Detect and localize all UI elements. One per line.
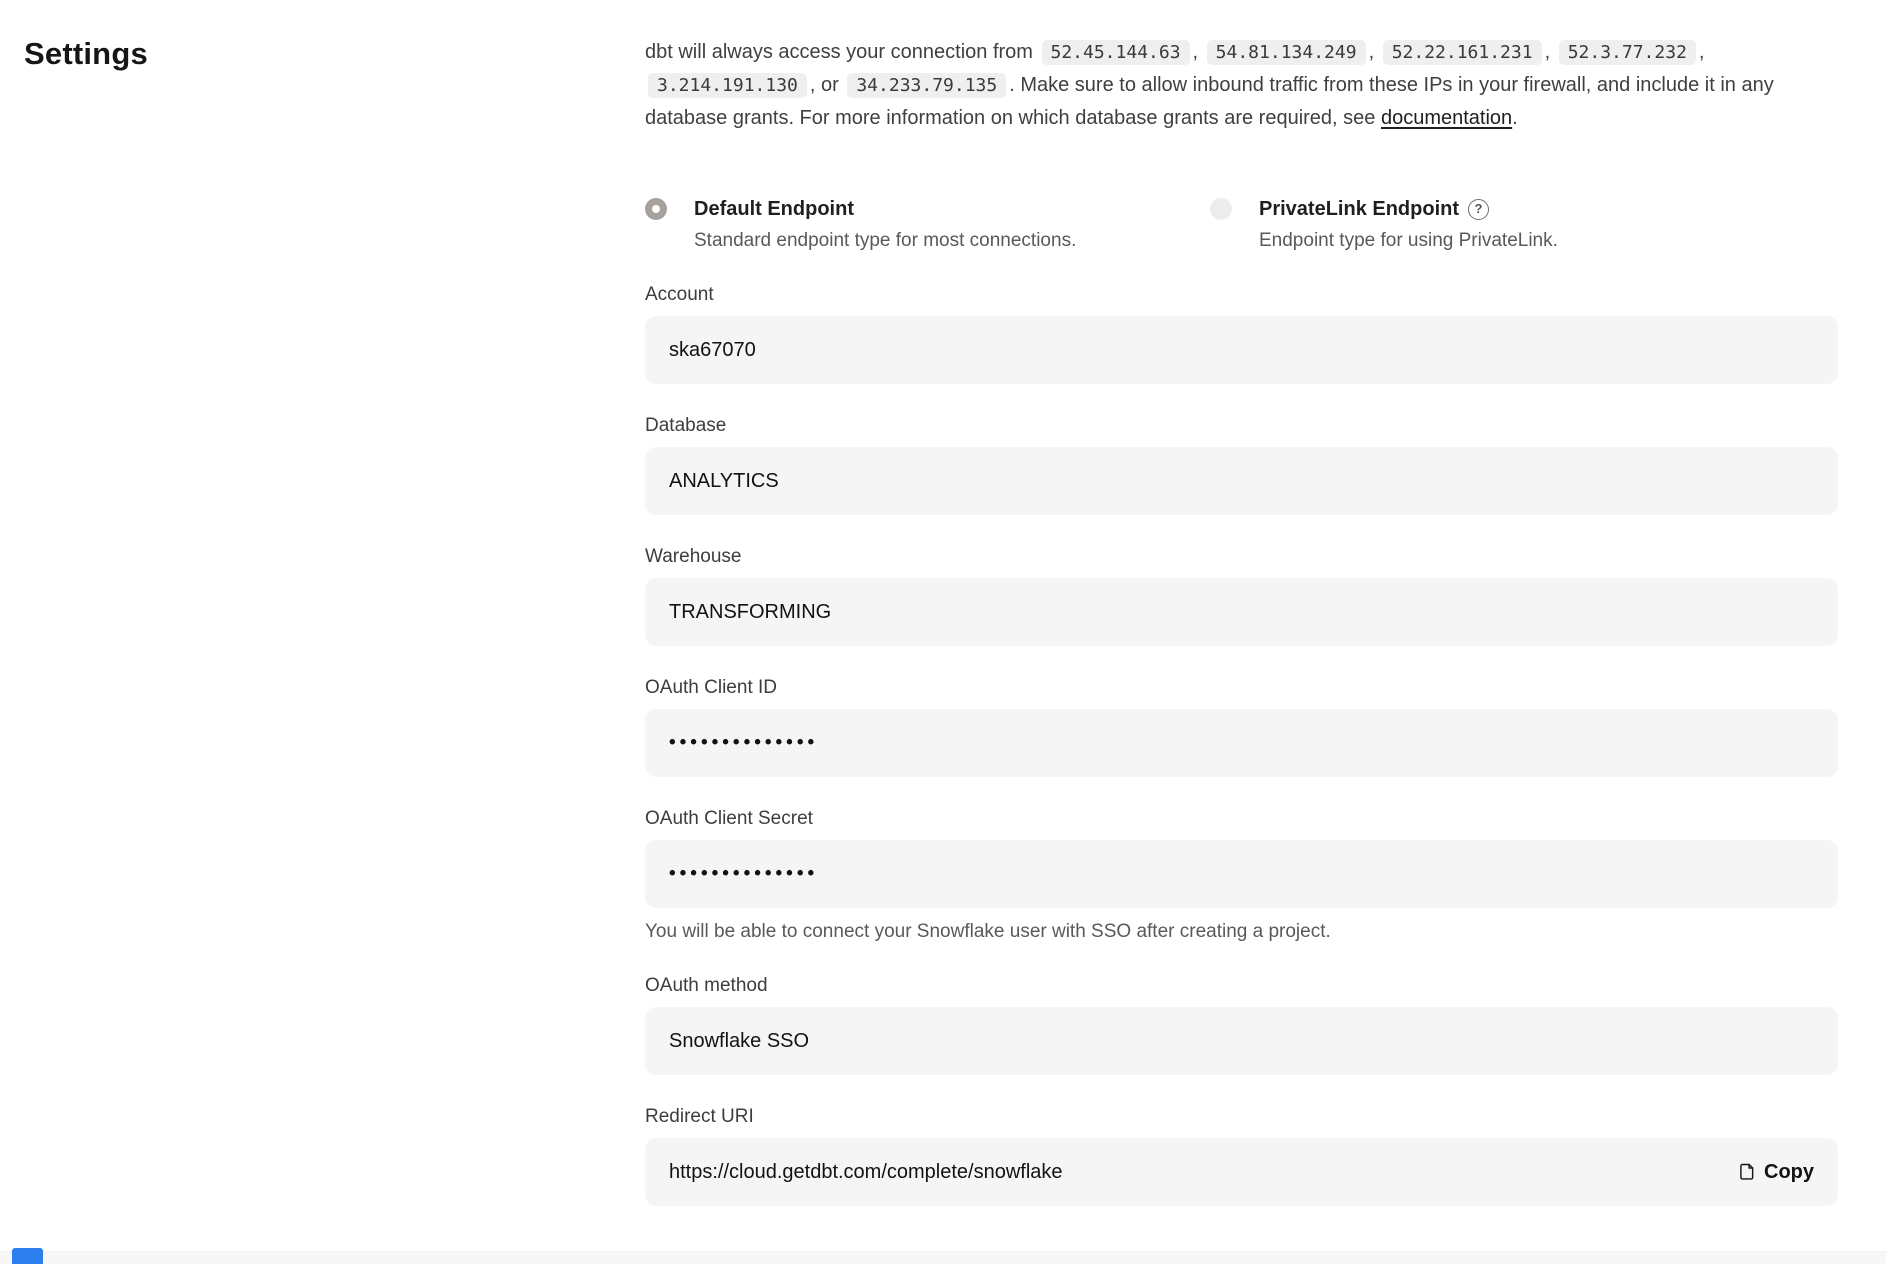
radio-description: Standard endpoint type for most connections.: [694, 230, 1077, 251]
connection-settings-form: [645, 36, 1838, 1206]
footer-accent: [12, 1248, 43, 1264]
endpoint-type-group: [645, 196, 1838, 253]
redirect-uri-field-group: [645, 1105, 1838, 1206]
footer-bar: [0, 1251, 1886, 1264]
account-field-group: [645, 283, 1838, 384]
page-title: Settings: [24, 36, 148, 71]
sso-helper-text: You will be able to connect your Snowflake user with SSO after creating a project.: [645, 921, 1331, 942]
oauth-method-label: OAuth method: [645, 975, 768, 996]
warehouse-label: Warehouse: [645, 546, 742, 567]
oauth-client-id-input[interactable]: [645, 709, 1838, 777]
ip-chip: 34.233.79.135: [847, 73, 1006, 98]
ip-allowlist-note: dbt will always access your connection from 52.45.144.63 , 54.81.134.249 , 52.22.161.231 , 52.3.77.232 , 3.214.191.130 , or 34.233.79.135 . Make sure to allow inbound traffic from these IPs in your firewall, and include it in any database grants. For more information on which database grants are required, see documentation.: [645, 41, 1774, 129]
database-input[interactable]: [645, 447, 1838, 515]
help-icon[interactable]: ?: [1468, 199, 1489, 220]
radio-unselected-icon[interactable]: [1210, 198, 1232, 220]
ip-chip: 52.22.161.231: [1383, 40, 1542, 65]
oauth-client-secret-input[interactable]: [645, 840, 1838, 908]
ip-chip: 3.214.191.130: [648, 73, 807, 98]
oauth-client-id-field-group: [645, 676, 1838, 777]
account-label: Account: [645, 284, 714, 305]
radio-label: Default Endpoint: [694, 198, 854, 220]
radio-description: Endpoint type for using PrivateLink.: [1259, 230, 1558, 251]
ip-chip: 54.81.134.249: [1207, 40, 1366, 65]
radio-label: PrivateLink Endpoint ?: [1259, 196, 1558, 222]
database-label: Database: [645, 415, 727, 436]
ip-chip: 52.3.77.232: [1559, 40, 1696, 65]
database-field-group: [645, 414, 1838, 515]
warehouse-input[interactable]: [645, 578, 1838, 646]
copy-icon: [1736, 1161, 1755, 1183]
oauth-method-field-group: [645, 974, 1838, 1075]
documentation-link[interactable]: documentation: [1380, 107, 1513, 129]
redirect-uri-box: [645, 1138, 1838, 1206]
redirect-uri-label: Redirect URI: [645, 1106, 754, 1127]
redirect-uri-value: https://cloud.getdbt.com/complete/snowflake: [669, 1160, 1063, 1183]
radio-option-default-endpoint[interactable]: [645, 196, 1210, 253]
account-input[interactable]: [645, 316, 1838, 384]
oauth-client-secret-label: OAuth Client Secret: [645, 808, 813, 829]
ip-chip: 52.45.144.63: [1042, 40, 1190, 65]
oauth-client-id-label: OAuth Client ID: [645, 677, 777, 698]
radio-option-privatelink-endpoint[interactable]: [1210, 196, 1558, 253]
copy-label: Copy: [1764, 1160, 1814, 1183]
oauth-method-input[interactable]: [645, 1007, 1838, 1075]
oauth-client-secret-field-group: [645, 807, 1838, 944]
warehouse-field-group: [645, 545, 1838, 646]
radio-selected-icon[interactable]: [645, 198, 667, 220]
copy-button[interactable]: [1736, 1161, 1814, 1184]
